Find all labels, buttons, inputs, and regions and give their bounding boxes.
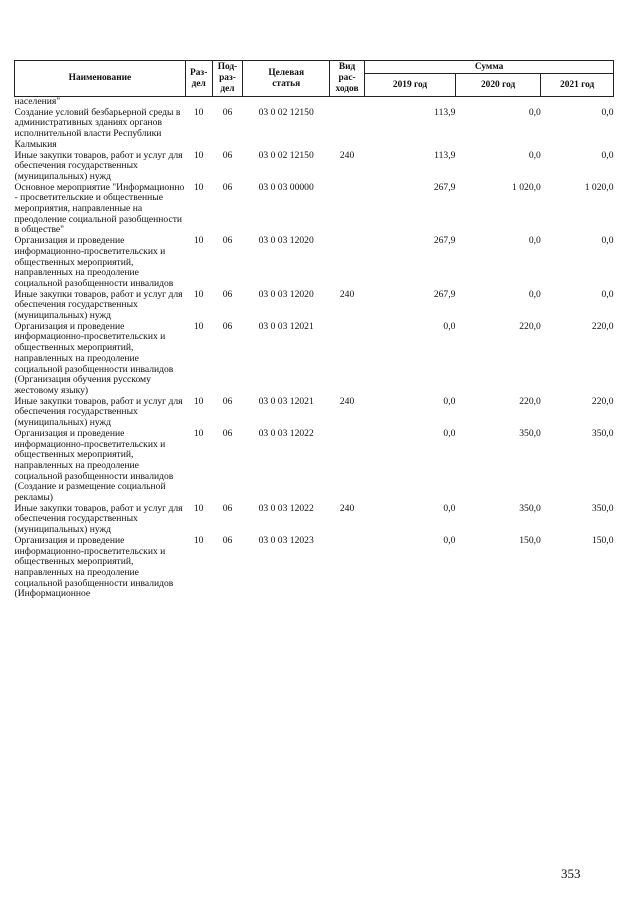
- cell-celevaya-statya: 03 0 02 12150: [258, 106, 314, 118]
- table-row: [15, 504, 614, 536]
- cell-sum-2020: 220,0: [519, 395, 541, 407]
- cell-vid-rashodov: 240: [339, 502, 355, 514]
- table-row: [15, 151, 614, 183]
- cell-celevaya-statya: 03 0 03 12023: [258, 534, 314, 546]
- cell-sum-2021: 150,0: [591, 534, 614, 546]
- table-row: [15, 397, 614, 429]
- cell-vid-rashodov: 240: [339, 395, 355, 407]
- cell-razdel: 10: [193, 427, 204, 439]
- budget-table: [14, 60, 614, 600]
- cell-name: Иные закупки товаров, работ и услуг для обеспечения государственных (муниципальных) нужд: [14, 288, 183, 322]
- cell-name: Иные закупки товаров, работ и услуг для обеспечения государственных (муниципальных) нужд: [14, 149, 183, 182]
- cell-name: населения": [14, 96, 61, 107]
- cell-sum-2019: 267,9: [433, 181, 456, 193]
- cell-sum-2021: 350,0: [591, 502, 614, 514]
- cell-sum-2019: 267,9: [433, 235, 456, 247]
- cell-podrazdel: 06: [222, 320, 233, 332]
- cell-sum-2020: 350,0: [519, 502, 541, 514]
- cell-sum-2021: 0,0: [601, 149, 614, 161]
- cell-razdel: 10: [193, 181, 204, 193]
- cell-razdel: 10: [193, 502, 204, 514]
- cell-vid-rashodov: [329, 322, 364, 397]
- cell-vid-rashodov: 240: [339, 149, 355, 161]
- cell-name: Организация и проведение информационно-просветительских и общественных мероприятий, направленных на преодоление социальной разобщенности инвалидов (Создание и размещение социальной рекламы): [14, 427, 174, 504]
- table-body: [15, 97, 614, 601]
- table-row: [15, 536, 614, 600]
- cell-sum-2019: 113,9: [434, 149, 456, 161]
- cell-podrazdel: 06: [222, 106, 233, 118]
- cell-name: Основное мероприятие "Информационно - просветительские и общественные мероприятия, направленные на преодоление социальной разобщенности в обществе": [14, 181, 185, 236]
- header-year-2019: 2019 год: [365, 74, 456, 97]
- cell-sum-2021: 0,0: [601, 106, 614, 118]
- cell-razdel: 10: [193, 106, 204, 118]
- cell-celevaya-statya: 03 0 03 12022: [258, 502, 314, 514]
- cell-celevaya-statya: 03 0 02 12150: [258, 149, 314, 161]
- cell-name: Иные закупки товаров, работ и услуг для обеспечения государственных (муниципальных) нужд: [14, 502, 183, 536]
- cell-podrazdel: 06: [222, 534, 233, 546]
- header-year-2020: 2020 год: [455, 74, 540, 97]
- cell-sum-2019: 0,0: [443, 320, 456, 332]
- cell-celevaya-statya: 03 0 03 00000: [258, 181, 314, 193]
- cell-sum-2020: 0,0: [528, 288, 541, 300]
- cell-vid-rashodov: [329, 429, 364, 504]
- cell-podrazdel: 06: [222, 149, 233, 161]
- cell-vid-rashodov: [329, 183, 364, 237]
- cell-razdel: 10: [193, 320, 204, 332]
- cell-sum-2019: 0,0: [443, 395, 456, 407]
- cell-name: Создание условий безбарьерной среды в административных зданиях органов исполнительной власти Республики Калмыкия: [14, 106, 181, 150]
- cell-celevaya-statya: 03 0 03 12021: [258, 320, 314, 332]
- cell-podrazdel: 06: [222, 395, 233, 407]
- cell-name: Иные закупки товаров, работ и услуг для обеспечения государственных (муниципальных) нужд: [14, 395, 183, 429]
- cell-sum-2021: 0,0: [601, 288, 614, 300]
- header-razdel: Раз- дел: [185, 61, 212, 97]
- cell-celevaya-statya: 03 0 03 12022: [258, 427, 314, 439]
- cell-vid-rashodov: [329, 97, 364, 108]
- cell-sum-2019: 0,0: [443, 534, 456, 546]
- table-row: [15, 108, 614, 151]
- header-year-2021: 2021 год: [541, 74, 614, 97]
- cell-sum-2021: 220,0: [591, 320, 614, 332]
- cell-sum-2020: [455, 97, 540, 108]
- cell-sum-2020: 0,0: [528, 149, 541, 161]
- cell-sum-2021: 220,0: [591, 395, 614, 407]
- table-row: [15, 290, 614, 322]
- header-podrazdel: Под- раз- дел: [212, 61, 243, 97]
- cell-razdel: 10: [193, 395, 204, 407]
- cell-celevaya-statya: 03 0 03 12020: [258, 235, 314, 247]
- cell-vid-rashodov: [329, 108, 364, 151]
- cell-podrazdel: 06: [222, 427, 233, 439]
- header-summa: Сумма: [365, 61, 614, 74]
- header-vid-rashodov: Вид рас- ходов: [329, 61, 364, 97]
- cell-razdel: 10: [193, 149, 204, 161]
- cell-sum-2019: 0,0: [443, 502, 456, 514]
- cell-razdel: 10: [193, 288, 204, 300]
- cell-sum-2020: 0,0: [528, 235, 541, 247]
- table-row: [15, 183, 614, 237]
- header-celevaya-statya: Целевая статья: [243, 61, 329, 97]
- cell-celevaya-statya: 03 0 03 12021: [258, 395, 314, 407]
- cell-name: Организация и проведение информационно-просветительских и общественных мероприятий, направленных на преодоление социальной разобщенности инвалидов (Организация обучения русскому жестовому языку): [14, 320, 174, 396]
- cell-sum-2020: 0,0: [528, 106, 541, 118]
- cell-sum-2021: 0,0: [601, 235, 614, 247]
- cell-podrazdel: 06: [222, 181, 233, 193]
- cell-celevaya-statya: 03 0 03 12020: [258, 288, 314, 300]
- header-name: Наименование: [15, 61, 186, 97]
- cell-razdel: 10: [193, 534, 204, 546]
- cell-vid-rashodov: [329, 536, 364, 600]
- cell-sum-2020: 1 020,0: [512, 181, 541, 193]
- cell-podrazdel: 06: [222, 235, 233, 247]
- cell-vid-rashodov: [329, 236, 364, 290]
- cell-podrazdel: 06: [222, 288, 233, 300]
- table-row: [15, 429, 614, 504]
- cell-name: Организация и проведение информационно-просветительских и общественных мероприятий, направленных на преодоление социальной разобщенности инвалидов: [14, 235, 174, 289]
- cell-sum-2020: 150,0: [519, 534, 541, 546]
- cell-sum-2020: 350,0: [519, 427, 541, 439]
- table-row: [15, 322, 614, 397]
- cell-podrazdel: 06: [222, 502, 233, 514]
- cell-name: Организация и проведение информационно-просветительских и общественных мероприятий, направленных на преодоление социальной разобщенности инвалидов (Информационное: [14, 534, 174, 600]
- page-number: 353: [561, 866, 581, 881]
- cell-sum-2021: 1 020,0: [584, 181, 614, 193]
- cell-sum-2021: 350,0: [591, 427, 614, 439]
- table-row: [15, 236, 614, 290]
- cell-sum-2020: 220,0: [519, 320, 541, 332]
- cell-sum-2019: 267,9: [433, 288, 456, 300]
- cell-sum-2019: 113,9: [434, 106, 456, 118]
- cell-razdel: 10: [193, 235, 204, 247]
- cell-vid-rashodov: 240: [339, 288, 355, 300]
- cell-sum-2019: 0,0: [443, 427, 456, 439]
